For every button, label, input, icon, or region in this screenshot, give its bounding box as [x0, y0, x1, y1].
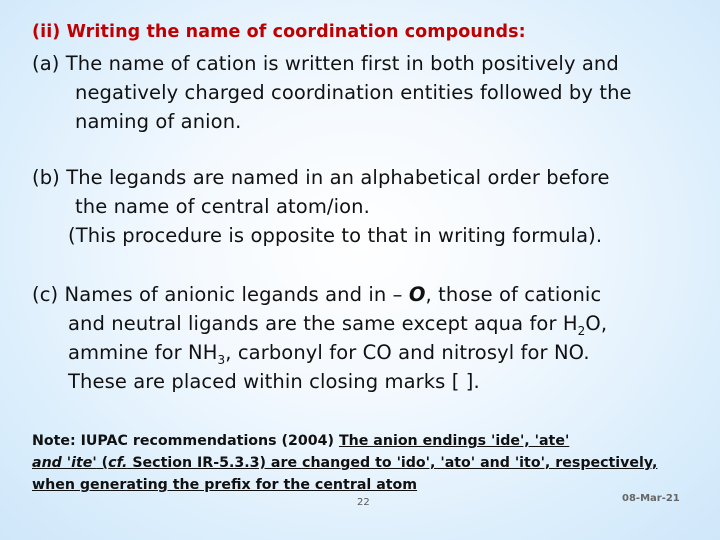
point-c-line-3-rest: , carbonyl for CO and nitrosyl for NO.: [225, 341, 590, 364]
note-underlined-2: (: [96, 455, 109, 471]
note-underlined-3: Section IR-5.3.3) are changed to 'ido', 'ato' and 'ito', respectively, when generating the prefix for the central atom: [32, 455, 658, 493]
point-b-line-1: (b) The legands are named in an alphabetical order before: [32, 166, 610, 189]
section-heading: (ii) Writing the name of coordination compounds:: [32, 22, 526, 42]
point-c-line-3-text: ammine for NH: [68, 341, 218, 364]
point-c-line-1-text: (c) Names of anionic legands and in –: [32, 283, 409, 306]
oxygen-symbol: O: [408, 283, 426, 306]
point-a-line-2: negatively charged coordination entities followed by the: [75, 81, 632, 104]
point-a-line-1: (a) The name of cation is written first in both positively and: [32, 52, 619, 75]
note-underlined-1: The anion endings 'ide', 'ate': [338, 433, 570, 449]
point-c-line-3: [68, 341, 590, 365]
point-c-line-1-rest: , those of cationic: [425, 283, 602, 306]
page-number: 22: [357, 497, 370, 508]
ammonia-subscript: 3: [217, 352, 226, 367]
point-c-line-2-text: and neutral ligands are the same except aqua for H: [68, 312, 578, 335]
note-lead: Note: IUPAC recommendations (2004): [32, 433, 339, 449]
point-b-line-3: (This procedure is opposite to that in writing formula).: [68, 224, 603, 247]
point-c-line-4: These are placed within closing marks [ ].: [68, 370, 480, 393]
note-underlined-italic-2: cf.: [108, 455, 128, 471]
point-c-line-2: [68, 312, 607, 336]
note-underlined-italic-1: and 'ite': [32, 455, 97, 471]
point-c-line-1: [32, 283, 601, 307]
slide-date: 08-Mar-21: [622, 493, 680, 504]
point-c-line-2-rest: O,: [585, 312, 608, 335]
water-subscript: 2: [577, 323, 586, 338]
point-a-line-3: naming of anion.: [75, 110, 242, 133]
iupac-note: [32, 430, 692, 496]
point-b-line-2: the name of central atom/ion.: [75, 195, 370, 218]
